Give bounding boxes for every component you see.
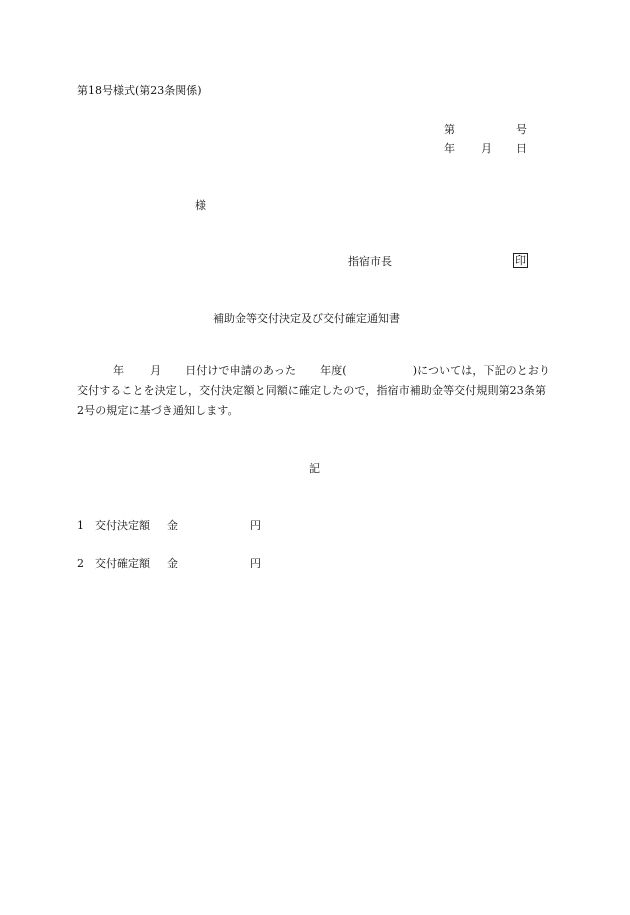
item-label: 交付確定額 xyxy=(95,557,150,570)
item-yen: 円 xyxy=(250,557,261,570)
document-title: 補助金等交付決定及び交付確定通知書 xyxy=(213,312,400,325)
body-paragraph xyxy=(77,361,551,421)
item-yen: 円 xyxy=(250,519,261,532)
item-kin: 金 xyxy=(167,557,178,570)
sender-title: 指宿市長 xyxy=(348,255,392,268)
item-label: 交付決定額 xyxy=(95,519,150,532)
addressee-honorific: 様 xyxy=(195,199,206,212)
body-year-unit: 年 xyxy=(113,364,125,377)
body-text-part2: )については，下記のとおり交付することを決定し，交付決定額と同額に確定したので，指宿市補助金等交付規則第23条第2号の規定に基づき通知します。 xyxy=(77,364,551,417)
seal-icon: 印 xyxy=(515,254,526,267)
seal-mark xyxy=(513,253,528,268)
form-label: 第18号様式(第23条関係) xyxy=(77,84,202,97)
item-number: 1 xyxy=(77,519,84,532)
item-number: 2 xyxy=(77,557,84,570)
doc-number-prefix: 第 xyxy=(444,123,455,136)
date-year: 年 xyxy=(444,142,455,155)
date-month: 月 xyxy=(481,142,492,155)
body-text-part1: 日付けで申請のあった xyxy=(185,364,297,377)
doc-number-suffix: 号 xyxy=(516,123,527,136)
body-month-unit: 月 xyxy=(150,364,162,377)
body-fiscal-year: 年度( xyxy=(320,364,347,377)
item-kin: 金 xyxy=(167,519,178,532)
date-day: 日 xyxy=(516,142,527,155)
ki-heading: 記 xyxy=(309,462,320,475)
